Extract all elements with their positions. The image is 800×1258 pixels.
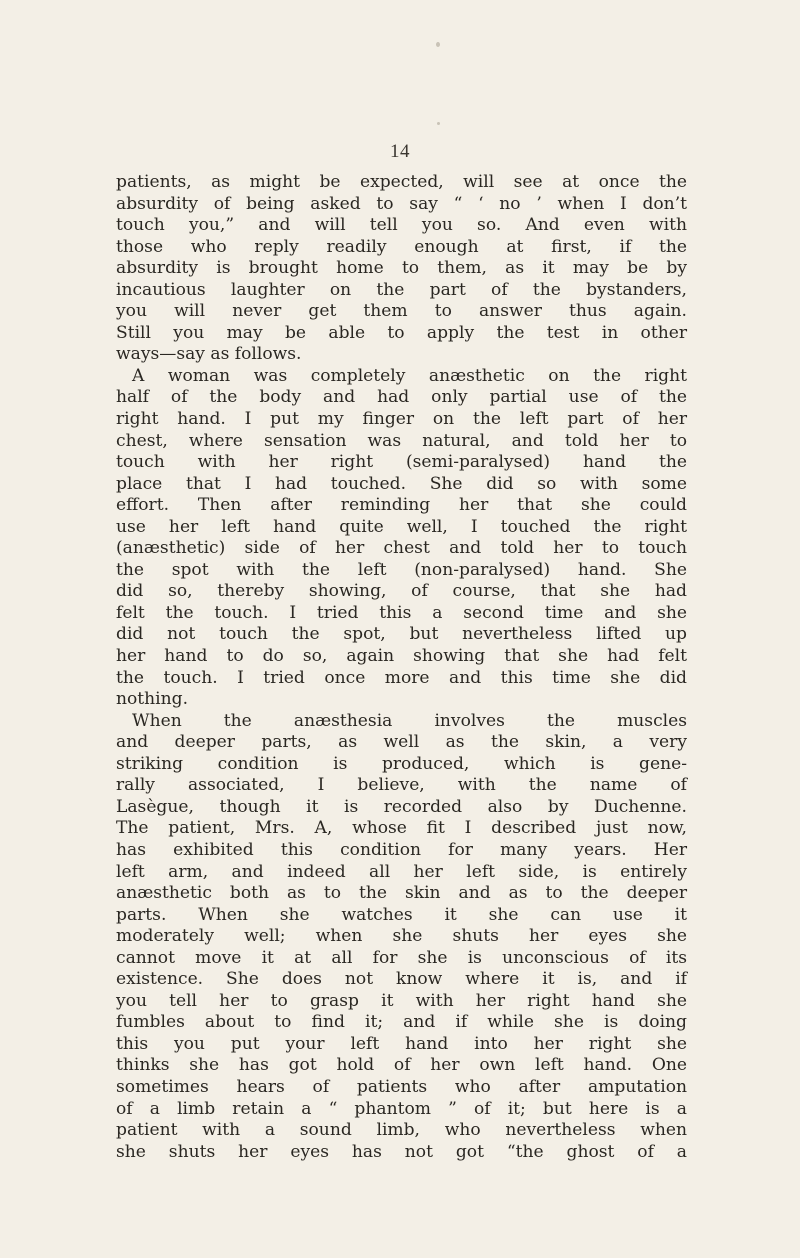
text-line: striking condition is produced, which is gene- [116,753,687,774]
text-line: her hand to do so, again showing that she had felt [116,646,687,667]
text-line: patients, as might be expected, will see at once the [116,172,687,192]
text-line: When the anæsthesia involves the muscles [132,710,687,731]
text-line: moderately well; when she shuts her eyes she [116,926,687,947]
text-line: thinks she has got hold of her own left hand. One [116,1055,687,1076]
paragraph [116,711,687,1163]
text-line: did not touch the spot, but nevertheless lifted up [116,624,687,645]
text-line: effort. Then after reminding her that she could [116,495,687,516]
text-line: Still you may be able to apply the test in other [116,322,687,343]
text-line: absurdity is brought home to them, as it may be by [116,258,687,279]
text-line: she shuts her eyes has not got “the ghost of a [116,1141,687,1162]
text-line: cannot move it at all for she is unconscious of its [116,947,687,968]
text-line: those who reply readily enough at first, if the [116,236,687,257]
text-line: incautious laughter on the part of the bystanders, [116,279,687,300]
text-line: this you put your left hand into her right she [116,1033,687,1054]
text-line: chest, where sensation was natural, and told her to [116,430,687,451]
text-line: sometimes hears of patients who after amputation [116,1076,687,1097]
page-number: 14 [390,141,410,162]
body-text [116,172,687,1163]
text-line: fumbles about to find it; and if while she is doing [116,1012,687,1033]
text-line: (anæsthetic) side of her chest and told her to touch [116,538,687,559]
text-line: you tell her to grasp it with her right hand she [116,990,687,1011]
text-line: The patient, Mrs. A, whose fit I described just now, [116,818,687,839]
text-line: parts. When she watches it she can use it [116,904,687,925]
text-line: the spot with the left (non-paralysed) hand. She [116,559,687,580]
text-line: touch with her right (semi-paralysed) hand the [116,452,687,473]
text-line: ways—say as follows. [116,344,302,365]
text-line: Lasègue, though it is recorded also by Duchenne. [116,796,687,817]
text-line: has exhibited this condition for many years. Her [116,839,687,860]
text-line: of a limb retain a “ phantom ” of it; but here is a [116,1098,687,1119]
text-line: and deeper parts, as well as the skin, a very [116,732,687,753]
text-line: half of the body and had only partial use of the [116,387,687,408]
text-line: existence. She does not know where it is, and if [116,969,687,990]
page-speck [436,42,440,47]
text-line: absurdity of being asked to say “ ‘ no ’ when I don’t [116,193,687,214]
text-line: felt the touch. I tried this a second time and she [116,602,687,623]
text-line: you will never get them to answer thus again. [116,301,687,322]
text-line: touch you,” and will tell you so. And even with [116,215,687,236]
text-line: the touch. I tried once more and this time she did [116,667,687,688]
page-speck [437,122,440,125]
text-line: place that I had touched. She did so with some [116,473,687,494]
text-line: rally associated, I believe, with the name of [116,775,687,796]
text-line: A woman was completely anæsthetic on the right [132,365,687,386]
text-line: right hand. I put my finger on the left part of her [116,409,687,430]
text-line: anæsthetic both as to the skin and as to the deeper [116,883,687,904]
paragraph [116,172,687,366]
text-line: patient with a sound limb, who nevertheless when [116,1120,687,1141]
text-line: left arm, and indeed all her left side, is entirely [116,861,687,882]
text-line: use her left hand quite well, I touched the right [116,516,687,537]
text-line: did so, thereby showing, of course, that she had [116,581,687,602]
text-line: nothing. [116,689,189,710]
paragraph [116,366,687,711]
